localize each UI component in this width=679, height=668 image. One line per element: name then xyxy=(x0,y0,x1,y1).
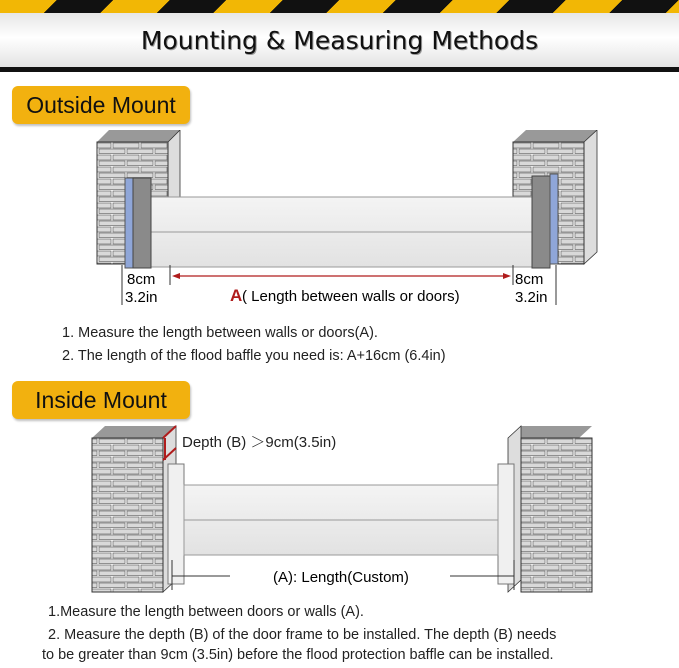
a-letter: A xyxy=(230,286,243,305)
title-underline xyxy=(0,67,679,72)
inside-mount-diagram xyxy=(0,420,679,600)
left-wall xyxy=(92,426,176,592)
a-label: ( Length between walls or doors) xyxy=(242,288,460,305)
right-bracket xyxy=(532,176,550,268)
length-a-arrow xyxy=(172,273,511,279)
right-channel xyxy=(498,464,514,584)
left-dim-cm: 8cm xyxy=(127,271,156,288)
right-bracket-blue xyxy=(550,174,558,264)
right-wall xyxy=(508,426,592,592)
left-channel xyxy=(168,464,184,584)
outside-mount-badge: Outside Mount xyxy=(12,86,190,124)
inside-mount-badge: Inside Mount xyxy=(12,381,190,419)
left-bracket-blue xyxy=(125,178,133,268)
hazard-stripes xyxy=(0,0,679,13)
page-title: Mounting & Measuring Methods xyxy=(140,26,539,55)
depth-label: Depth (B) ＞9cm(3.5in) xyxy=(182,434,337,451)
inside-step-2-cont: to be greater than 9cm (3.5in) before the flood protection baffle can be installed. xyxy=(42,647,554,663)
left-dim-in: 3.2in xyxy=(125,289,158,306)
length-label: (A): Length(Custom) xyxy=(273,569,409,586)
left-bracket xyxy=(133,178,151,268)
right-dim-in: 3.2in xyxy=(515,289,548,306)
outside-mount-diagram xyxy=(0,130,679,320)
inside-step-1: 1.Measure the length between doors or walls (A). xyxy=(48,604,364,620)
outside-step-1: 1. Measure the length between walls or doors(A). xyxy=(62,325,378,341)
inside-step-2: 2. Measure the depth (B) of the door frame to be installed. The depth (B) needs xyxy=(48,627,557,643)
right-dim-cm: 8cm xyxy=(515,271,544,288)
outside-step-2: 2. The length of the flood baffle you need is: A+16cm (6.4in) xyxy=(62,348,446,364)
